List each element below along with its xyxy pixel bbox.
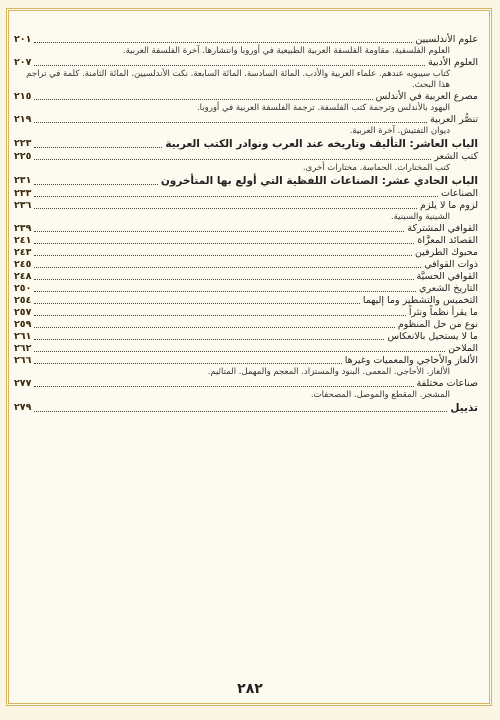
- toc-entry-title: تذييل: [450, 402, 478, 414]
- toc-entry-page: ٢٥٠: [14, 283, 32, 294]
- toc-entry-page: ٢٣٣: [14, 188, 32, 199]
- dot-leader: [34, 207, 417, 209]
- dot-leader: [34, 158, 431, 160]
- toc-entry-page: ٢٥٤: [14, 295, 32, 306]
- toc-entry-page: ٢٧٧: [14, 378, 32, 389]
- toc-entry: [14, 114, 478, 126]
- dot-leader: [34, 183, 157, 185]
- toc-entry-page: ٢٤٨: [14, 271, 32, 282]
- toc-entry-title: محبوك الطرفين: [414, 247, 478, 258]
- toc-entry-page: ٢٤١: [14, 235, 32, 246]
- toc-entry-title: ذوات القوافي: [424, 259, 478, 270]
- toc-entry: [14, 295, 478, 307]
- toc-entry: [14, 235, 478, 247]
- toc-entry-page: ٢٦٢: [14, 343, 32, 354]
- toc-entry: [14, 319, 478, 331]
- toc-entry-title: ما يقرأ نظماً ونثراً: [408, 307, 478, 318]
- toc-entry-page: ٢٠١: [14, 34, 32, 45]
- toc-entry-title: تنصُّر العربية: [430, 114, 478, 125]
- dot-leader: [34, 385, 413, 387]
- toc-entry: [14, 151, 478, 163]
- toc-entry: [14, 223, 478, 235]
- toc-entry: [14, 343, 478, 355]
- toc-entry-title: نوع من حل المنظوم: [397, 319, 478, 330]
- dot-leader: [34, 338, 384, 340]
- toc-subtopics: المشجر. المقطع والموصل. المصحفات.: [310, 390, 450, 400]
- toc-entry-title: لزوم ما لا يلزم: [420, 200, 478, 211]
- dot-leader: [34, 146, 162, 148]
- toc-subtopics: العلوم الفلسفية. مقاومة الفلسفة العربية الطبيعية في أوروبا وانتشارها. آخرة الفلسفة العربية.: [122, 46, 450, 56]
- toc-subtopics: اليهود بالأندلس وترجمة كتب الفلسفة. ترجمة الفلسفة العربية في أوروبا.: [196, 103, 450, 113]
- toc-entry-page: ٢٣١: [14, 175, 32, 186]
- toc-entry: [14, 259, 478, 271]
- dot-leader: [34, 314, 405, 316]
- toc-entry-page: ٢٦١: [14, 331, 32, 342]
- page-number: ٢٨٢: [237, 681, 263, 697]
- toc-entry-title: ما لا يستحيل بالانعكاس: [387, 331, 478, 342]
- dot-leader: [34, 326, 394, 328]
- toc-subtopics: كتاب سيبويه عندهم. علماء العربية والأدب. المائة السادسة. المائة السابعة. نكت الأندلسيين. المائة الثامنة. كلمة في تراجم هذا البحث.: [26, 69, 450, 90]
- toc-entry-title: الملاحن: [448, 343, 478, 354]
- toc-entry-page: ٢٥٧: [14, 307, 32, 318]
- toc-entry-title: التخميس والتشطير وما إليهما: [362, 295, 478, 306]
- toc-entry-page: ٢٠٧: [14, 57, 32, 68]
- toc-entry-page: ٢٣٦: [14, 200, 32, 211]
- toc-entry: [14, 355, 478, 367]
- toc-entry-title: العلوم الأدبية: [428, 57, 478, 68]
- toc-entry: [14, 247, 478, 259]
- toc-entry: [14, 271, 478, 283]
- toc-entry-title: القوافي المشتركة: [407, 223, 478, 234]
- toc-entry-page: ٢٤٥: [14, 259, 32, 270]
- toc-entry-title: القصائد المعزَّاة: [417, 235, 478, 246]
- dot-leader: [34, 410, 447, 412]
- toc-entry-page: ٢١٥: [14, 91, 32, 102]
- toc-entry-title: كتب الشعر: [434, 151, 478, 162]
- toc-entry-page: ٢٣٩: [14, 223, 32, 234]
- dot-leader: [34, 254, 412, 256]
- toc-entry: [14, 34, 478, 46]
- toc-entry: [14, 307, 478, 319]
- dot-leader: [34, 362, 341, 364]
- toc-entry-title: صناعات مختلفة: [416, 378, 478, 389]
- toc-entry-title: علوم الأندلسيين: [415, 34, 478, 45]
- dot-leader: [34, 98, 372, 100]
- toc-entry: [14, 91, 478, 103]
- toc-entry-title: التاريخ الشعري: [419, 283, 478, 294]
- dot-leader: [34, 195, 438, 197]
- toc-subtopics: الشينية والسينية.: [390, 212, 450, 222]
- table-of-contents: [14, 34, 478, 415]
- toc-entry: [14, 200, 478, 212]
- toc-subtopics: كتب المختارات. الحماسة. مختارات أخرى.: [302, 163, 450, 173]
- toc-entry-title: الباب الحادي عشر: الصناعات اللفظية التي أولع بها المتأخرون: [160, 175, 478, 187]
- dot-leader: [34, 350, 445, 352]
- toc-entry: [14, 378, 478, 390]
- dot-leader: [34, 242, 414, 244]
- toc-entry-page: ٢٥٩: [14, 319, 32, 330]
- toc-entry-title: الألغاز والأحاجي والمعميات وغيرها: [344, 355, 478, 366]
- toc-entry-title: القوافي الحسيَّة: [416, 271, 478, 282]
- toc-subtopics: الألغاز. الأحاجي. المعمى. البنود والمستزاد. المعجم والمهمل. المتائيم.: [207, 367, 450, 377]
- dot-leader: [34, 230, 404, 232]
- dot-leader: [34, 266, 421, 268]
- toc-entry: [14, 188, 478, 200]
- dot-leader: [34, 302, 359, 304]
- toc-chapter-heading: [14, 401, 478, 415]
- dot-leader: [34, 278, 413, 280]
- toc-entry-title: مصرع العربية في الأندلس: [375, 91, 478, 102]
- toc-entry: [14, 283, 478, 295]
- toc-entry: [14, 57, 478, 69]
- toc-entry-page: ٢٧٩: [14, 402, 32, 413]
- toc-entry-title: الباب العاشر: التأليف وتاريخه عند العرب ونوادر الكتب العربية: [165, 138, 478, 150]
- toc-subtopics: ديوان التفتيش. آخرة العربية.: [349, 126, 450, 136]
- dot-leader: [34, 64, 425, 66]
- toc-entry-page: ٢٤٣: [14, 247, 32, 258]
- dot-leader: [34, 41, 412, 43]
- toc-chapter-heading: [14, 137, 478, 151]
- dot-leader: [34, 290, 416, 292]
- toc-entry-page: ٢٦٦: [14, 355, 32, 366]
- toc-entry-page: ٢١٩: [14, 114, 32, 125]
- dot-leader: [34, 121, 427, 123]
- toc-chapter-heading: [14, 174, 478, 188]
- toc-entry-page: ٢٢٣: [14, 138, 32, 149]
- toc-entry-title: الصناعات: [440, 188, 478, 199]
- toc-entry-page: ٢٢٥: [14, 151, 32, 162]
- toc-entry: [14, 331, 478, 343]
